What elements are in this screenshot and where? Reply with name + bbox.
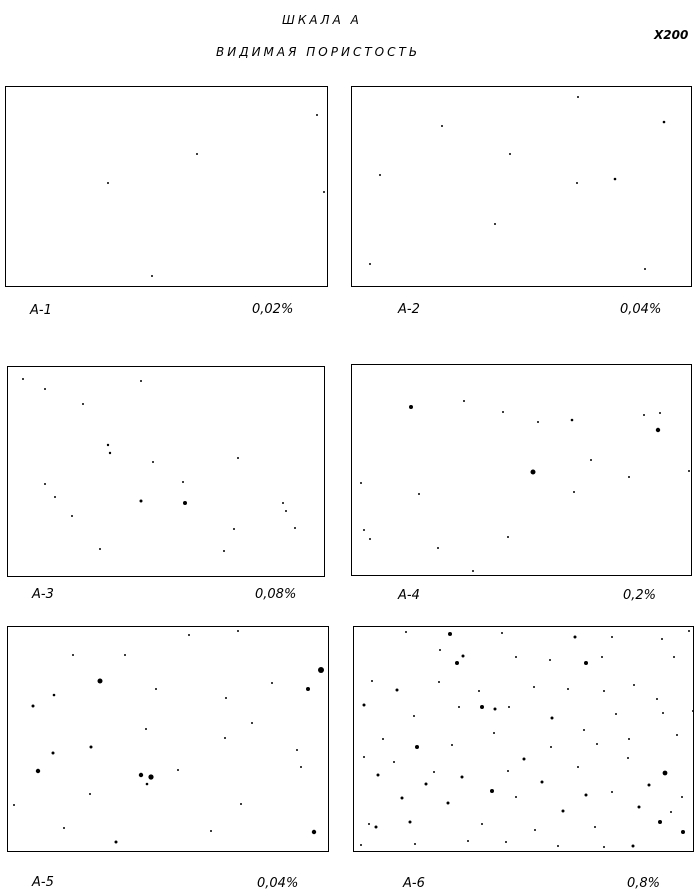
pore-dot [151,275,153,277]
pore-dot [692,710,693,712]
pore-dot [584,661,588,665]
pore-dot [251,722,253,724]
pore-dot [688,630,690,632]
pore-dot [583,729,585,731]
pore-dot [139,773,143,777]
pore-dot [237,457,239,459]
pore-dot [409,405,413,409]
pore-dot [681,796,683,798]
pore-dot [447,802,450,805]
pore-dot [577,766,579,768]
porosity-micrograph-a3 [8,367,324,576]
pore-dot [676,734,678,736]
pore-dot [418,493,420,495]
porosity-panel-a5 [7,626,329,852]
panel-label: А-3 [32,587,54,602]
pore-dot [490,789,494,793]
pore-dot [648,784,651,787]
pore-dot [441,125,443,127]
pore-dot [509,153,511,155]
pore-dot [458,706,460,708]
pore-dot [54,496,56,498]
pore-dot [409,821,412,824]
scale-title: ШКАЛА А [282,13,362,27]
pore-dot [360,844,362,846]
pore-dot [363,756,365,758]
porosity-panel-a3 [7,366,325,577]
pore-dot [225,697,227,699]
porosity-micrograph-a5 [8,627,328,851]
pore-dot [382,738,384,740]
pore-dot [90,746,93,749]
pore-dot [271,682,273,684]
pore-dot [585,794,588,797]
pore-dot [414,843,416,845]
pore-dot [124,654,126,656]
pore-dot [316,114,318,116]
pore-dot [661,638,663,640]
pore-dot [494,223,496,225]
pore-dot [658,820,662,824]
pore-dot [233,528,235,530]
pore-dot [505,841,507,843]
pore-dot [628,738,630,740]
porosity-micrograph-a4 [352,365,691,575]
pore-dot [296,749,298,751]
pore-dot [688,470,690,472]
pore-dot [393,761,395,763]
panel-porosity-value: 0,04% [257,876,299,891]
panel-porosity-value: 0,02% [252,302,294,317]
pore-dot [551,717,554,720]
panel-porosity-value: 0,04% [620,302,662,317]
pore-dot [550,746,552,748]
pore-dot [282,502,284,504]
pore-dot [71,515,73,517]
pore-dot [72,654,74,656]
pore-dot [425,783,428,786]
pore-dot [681,830,685,834]
pore-dot [537,421,539,423]
porosity-micrograph-a6 [354,627,693,851]
pore-dot [182,481,184,483]
pore-dot [603,846,605,848]
pore-dot [196,153,198,155]
pore-dot [502,411,504,413]
pore-dot [53,694,56,697]
pore-dot [507,536,509,538]
pore-dot [493,732,495,734]
pore-dot [294,527,296,529]
porosity-micrograph-a2 [352,87,691,286]
pore-dot [481,823,483,825]
pore-dot [656,428,660,432]
porosity-panel-a2 [351,86,692,287]
pore-dot [628,476,630,478]
pore-dot [145,728,147,730]
pore-dot [224,737,226,739]
pore-dot [115,841,118,844]
pore-dot [590,459,592,461]
pore-dot [670,811,672,813]
pore-dot [534,829,536,831]
pore-dot [662,712,664,714]
panel-label: А-5 [32,875,54,890]
pore-dot [13,804,15,806]
pore-dot [451,744,453,746]
pore-dot [369,538,371,540]
pore-dot [377,774,380,777]
pore-dot [638,806,641,809]
pore-dot [644,268,646,270]
pore-dot [501,632,503,634]
pore-dot [663,121,666,124]
porosity-micrograph-a1 [6,87,327,286]
pore-dot [155,688,157,690]
pore-dot [107,182,109,184]
pore-dot [533,686,535,688]
pore-dot [461,776,464,779]
pore-dot [240,803,242,805]
pore-dot [140,500,143,503]
pore-dot [177,769,179,771]
pore-dot [312,830,316,834]
pore-dot [463,400,465,402]
pore-dot [36,769,40,773]
pore-dot [237,630,239,632]
pore-dot [596,743,598,745]
pore-dot [576,182,578,184]
pore-dot [615,713,617,715]
pore-dot [467,840,469,842]
pore-dot [99,548,101,550]
pore-dot [438,681,440,683]
pore-dot [98,679,103,684]
scale-subtitle: ВИДИМАЯ ПОРИСТОСТЬ [216,45,421,59]
pore-dot [523,758,526,761]
panel-label: А-1 [30,303,52,318]
pore-dot [363,704,366,707]
pore-dot [448,632,452,636]
panel-porosity-value: 0,2% [623,588,657,603]
pore-dot [614,178,617,181]
pore-dot [146,783,149,786]
pore-dot [673,656,675,658]
pore-dot [439,649,441,651]
pore-dot [396,689,399,692]
pore-dot [611,791,613,793]
pore-dot [574,636,577,639]
pore-dot [300,766,302,768]
pore-dot [375,826,378,829]
pore-dot [413,715,415,717]
pore-dot [643,414,645,416]
pore-dot [363,529,365,531]
pore-dot [318,667,324,673]
magnification-label: Х200 [654,28,689,42]
pore-dot [594,826,596,828]
pore-dot [549,659,551,661]
pore-dot [659,412,661,414]
panel-porosity-value: 0,08% [255,587,297,602]
pore-dot [573,491,575,493]
pore-dot [633,684,635,686]
pore-dot [306,687,310,691]
panel-label: А-2 [398,302,420,317]
pore-dot [571,419,574,422]
pore-dot [415,745,419,749]
pore-dot [494,708,497,711]
pore-dot [188,634,190,636]
pore-dot [183,501,187,505]
pore-dot [601,656,603,658]
pore-dot [369,263,371,265]
pore-dot [44,483,46,485]
pore-dot [478,690,480,692]
pore-dot [63,827,65,829]
pore-dot [663,771,668,776]
pore-dot [472,570,474,572]
pore-dot [401,797,404,800]
pore-dot [371,680,373,682]
pore-dot [508,706,510,708]
pore-dot [22,378,24,380]
porosity-panel-a6 [353,626,694,852]
pore-dot [210,830,212,832]
pore-dot [437,547,439,549]
pore-dot [405,631,407,633]
pore-dot [82,403,84,405]
pore-dot [656,698,658,700]
pore-dot [107,444,109,446]
pore-dot [433,771,435,773]
pore-dot [148,774,153,779]
pore-dot [541,781,544,784]
panel-porosity-value: 0,8% [627,876,661,891]
pore-dot [89,793,91,795]
pore-dot [44,388,46,390]
pore-dot [285,510,287,512]
pore-dot [52,752,55,755]
pore-dot [379,174,381,176]
pore-dot [632,845,635,848]
pore-dot [562,810,565,813]
pore-dot [223,550,225,552]
pore-dot [140,380,142,382]
pore-dot [567,688,569,690]
pore-dot [109,452,111,454]
pore-dot [455,661,459,665]
pore-dot [557,845,559,847]
pore-dot [515,656,517,658]
pore-dot [611,636,613,638]
pore-dot [507,770,509,772]
pore-dot [515,796,517,798]
pore-dot [368,823,370,825]
pore-dot [462,655,465,658]
pore-dot [152,461,154,463]
pore-dot [627,757,629,759]
pore-dot [480,705,484,709]
pore-dot [360,482,362,484]
pore-dot [603,690,605,692]
pore-dot [323,191,325,193]
pore-dot [531,470,536,475]
porosity-panel-a1 [5,86,328,287]
panel-label: А-4 [398,588,420,603]
porosity-panel-a4 [351,364,692,576]
panel-label: А-6 [403,876,425,891]
pore-dot [32,705,35,708]
pore-dot [577,96,579,98]
